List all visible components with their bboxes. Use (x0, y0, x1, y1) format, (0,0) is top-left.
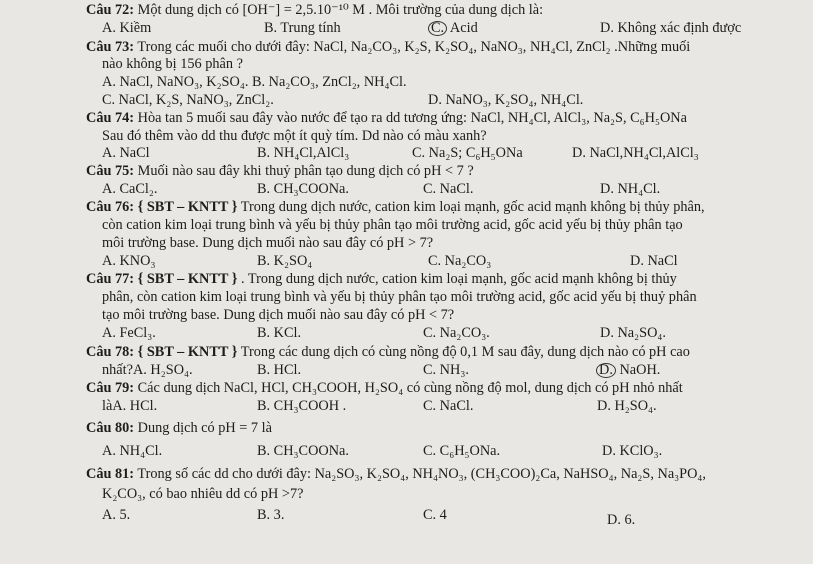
q75-option-d[interactable]: D. NH₄Cl. (600, 181, 661, 197)
q79-number: Câu 79: (86, 380, 135, 396)
q76-text-cont: còn cation kim loại trung bình và yếu bị thủy phân tạo môi trường acid, gốc acid yếu bị thủy phân tạo (102, 217, 683, 233)
q78-option-b[interactable]: B. HCl. (257, 362, 302, 378)
q80-text: Dung dịch có pH = 7 là (137, 420, 272, 436)
q72-option-b[interactable]: B. Trung tính (264, 20, 341, 36)
q72-options (0, 20, 813, 37)
q79-stem (86, 380, 683, 397)
q76-option-d[interactable]: D. NaCl (630, 253, 678, 269)
q74-options (0, 145, 813, 162)
q80-option-c[interactable]: C. C₆H₅ONa. (423, 443, 501, 459)
q72-option-c-text: Acid (449, 20, 478, 36)
q76-option-a[interactable]: A. KNO₃ (102, 253, 156, 269)
q79-option-a[interactable]: làA. HCl. (102, 398, 158, 414)
q77-option-a[interactable]: A. FeCl₃. (102, 325, 156, 341)
q77-option-b[interactable]: B. KCl. (257, 325, 302, 341)
q73-text: Trong các muối cho dưới đây: NaCl, Na₂CO₃, K₂S, K₂SO₄, NaNO₃, NH₄Cl, ZnCl₂ .Những muối (137, 39, 691, 55)
q80-number: Câu 80: (86, 420, 135, 436)
q81-text-cont: K₂CO₃, có bao nhiêu dd có pH >7? (102, 486, 304, 502)
q79-options (0, 398, 813, 415)
q76-option-c[interactable]: C. Na₂CO₃ (428, 253, 492, 269)
q77-source-tag: { SBT – KNTT } (137, 271, 238, 287)
q76-stem (86, 199, 705, 216)
q81-option-b[interactable]: B. 3. (257, 507, 285, 523)
q81-options (0, 507, 813, 528)
q74-number: Câu 74: (86, 110, 135, 126)
q73-options-cd (0, 92, 813, 109)
q76-text: Trong dung dịch nước, cation kim loại mạnh, gốc acid mạnh không bị thủy phân, (240, 199, 705, 215)
q79-option-c[interactable]: C. NaCl. (423, 398, 474, 414)
q72-option-d[interactable]: D. Không xác định được (600, 20, 742, 36)
q78-option-c[interactable]: C. NH₃. (423, 362, 469, 378)
q80-options (0, 443, 813, 460)
q77-stem (86, 271, 677, 288)
q73-option-ab[interactable]: A. NaCl, NaNO₃, K₂SO₄. B. Na₂CO₃, ZnCl₂, NH₄Cl. (102, 74, 407, 90)
q80-option-a[interactable]: A. NH₄Cl. (102, 443, 163, 459)
q76-source-tag: { SBT – KNTT } (137, 199, 238, 215)
q77-option-c[interactable]: C. Na₂CO₃. (423, 325, 490, 341)
q78-option-d[interactable] (596, 362, 660, 379)
q77-options (0, 325, 813, 342)
q76-options (0, 253, 813, 270)
q78-options (0, 362, 813, 379)
q72-number: Câu 72: (86, 2, 135, 18)
q74-option-d[interactable]: D. NaCl,NH₄Cl,AlCl₃ (572, 145, 699, 161)
q76-number: Câu 76: (86, 199, 135, 215)
q77-number: Câu 77: (86, 271, 135, 287)
q73-option-d[interactable]: D. NaNO₃, K₂SO₄, NH₄Cl. (428, 92, 584, 108)
q78-number: Câu 78: (86, 344, 135, 360)
q79-option-d[interactable]: D. H₂SO₄. (597, 398, 657, 414)
q81-number: Câu 81: (86, 466, 135, 482)
q74-stem (86, 110, 687, 127)
q78-option-d-text: NaOH. (619, 362, 661, 378)
q72-option-c[interactable] (428, 20, 478, 37)
q73-option-c[interactable]: C. NaCl, K₂S, NaNO₃, ZnCl₂. (102, 92, 274, 108)
q73-text-cont: nào không bị 156 phân ? (102, 56, 243, 72)
q78-text: Trong các dung dịch có cùng nồng độ 0,1 M sau đây, dung dịch nào có pH cao (240, 344, 690, 360)
q79-text: Các dung dịch NaCl, HCl, CH₃COOH, H₂SO₄ có cùng nồng độ mol, dung dịch có pH nhỏ nhất (137, 380, 683, 396)
q74-text-cont: Sau đó thêm vào dd thu được một ít quỳ tím. Dd nào có màu xanh? (102, 128, 487, 144)
q79-option-b[interactable]: B. CH₃COOH . (257, 398, 347, 414)
q75-options (0, 181, 813, 198)
q75-stem (86, 163, 474, 180)
q77-text-cont: phân, còn cation kim loại trung bình và yếu bị thủy phân tạo môi trường acid, gốc acid yếu bị thuỷ phân (102, 289, 697, 305)
q75-text: Muối nào sau đây khi thuỷ phân tạo dung dịch có pH < 7 ? (137, 163, 474, 179)
q80-option-b[interactable]: B. CH₃COONa. (257, 443, 349, 459)
q72-text: Một dung dịch có [OH⁻] = 2,5.10⁻¹⁰ M . Môi trường của dung dịch là: (137, 2, 544, 18)
q76-option-b[interactable]: B. K₂SO₄ (257, 253, 313, 269)
q80-option-d[interactable]: D. KClO₃. (602, 443, 663, 459)
q75-option-b[interactable]: B. CH₃COONa. (257, 181, 349, 197)
q78-option-a[interactable]: nhất?A. H₂SO₄. (102, 362, 193, 378)
q74-option-a[interactable]: A. NaCl (102, 145, 150, 161)
q80-stem (86, 420, 272, 437)
q75-option-a[interactable]: A. CaCl₂. (102, 181, 158, 197)
q78-option-d-circle: D. (596, 363, 616, 378)
q81-stem (86, 466, 706, 483)
q77-text-cont2: tạo môi trường base. Dung dịch muối nào sau đây có pH < 7? (102, 307, 455, 323)
q78-source-tag: { SBT – KNTT } (137, 344, 238, 360)
q76-text-cont2: môi trường base. Dung dịch muối nào sau đây có pH > 7? (102, 235, 434, 251)
q74-option-b[interactable]: B. NH₄Cl,AlCl₃ (257, 145, 350, 161)
q81-option-d[interactable]: D. 6. (607, 512, 636, 528)
q73-number: Câu 73: (86, 39, 135, 55)
q81-option-a[interactable]: A. 5. (102, 507, 131, 523)
q77-text: . Trong dung dịch nước, cation kim loại mạnh, gốc acid mạnh không bị thủy (240, 271, 677, 287)
q77-option-d[interactable]: D. Na₂SO₄. (600, 325, 666, 341)
q75-number: Câu 75: (86, 163, 135, 179)
q78-stem (86, 344, 690, 361)
q81-option-c[interactable]: C. 4 (423, 507, 447, 523)
q74-text: Hòa tan 5 muối sau đây vào nước để tạo ra dd tương ứng: NaCl, NH₄Cl, AlCl₃, Na₂S, C₆H₅ONa (137, 110, 687, 126)
q73-stem (86, 39, 690, 56)
q72-stem (86, 2, 543, 19)
q72-option-c-circle: C. (428, 21, 447, 36)
q81-text: Trong số các dd cho dưới đây: Na₂SO₃, K₂SO₄, NH₄NO₃, (CH₃COO)₂Ca, NaHSO₄, Na₂S, Na₃PO₄, (137, 466, 706, 482)
q74-option-c[interactable]: C. Na₂S; C₆H₅ONa (412, 145, 523, 161)
q75-option-c[interactable]: C. NaCl. (423, 181, 474, 197)
q72-option-a[interactable]: A. Kiềm (102, 20, 152, 36)
